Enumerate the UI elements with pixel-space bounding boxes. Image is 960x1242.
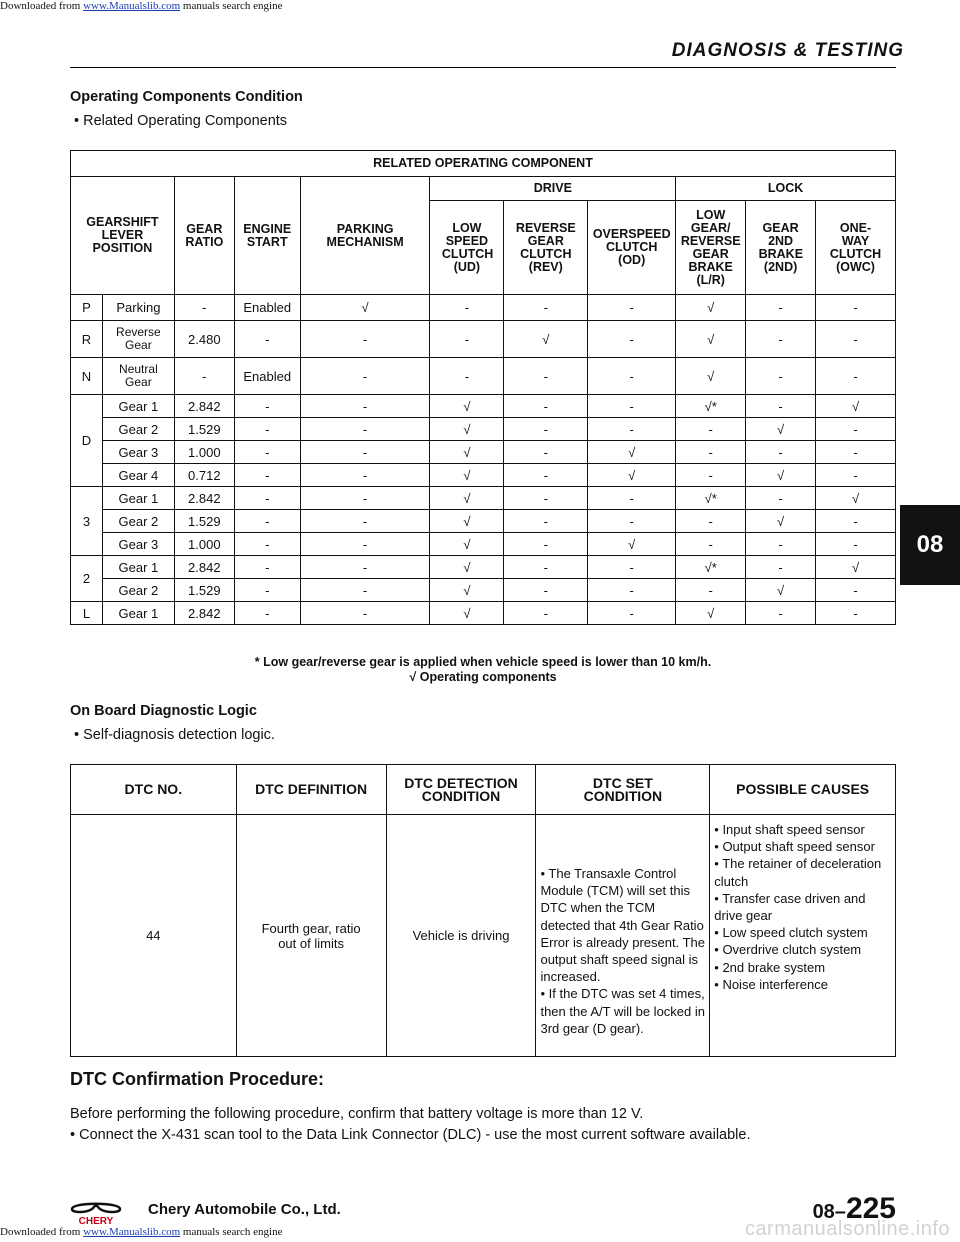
bullet-text: Self-diagnosis detection logic. bbox=[83, 727, 275, 743]
list-item: • The Transaxle Control Module (TCM) will set this DTC when the TCM detected that 4th Gear Ratio Error is already present. The output shaft speed signal is increased. bbox=[540, 866, 705, 985]
bullet-related-components bbox=[74, 113, 287, 129]
th-lock: LOCK bbox=[676, 177, 896, 201]
bullet-icon: • bbox=[714, 890, 723, 906]
dtc-confirmation-heading: DTC Confirmation Procedure: bbox=[70, 1069, 325, 1089]
table-row: Gear 2 1.529 - - √ - - - √ - bbox=[71, 418, 896, 441]
bullet-icon: • bbox=[540, 986, 549, 1002]
th-gear-ratio: GEAR RATIO bbox=[174, 177, 234, 295]
bullet-icon: • bbox=[74, 727, 80, 743]
th-lr: LOW GEAR/ REVERSE GEAR BRAKE (L/R) bbox=[676, 201, 746, 295]
chery-logo-text: CHERY bbox=[78, 1216, 114, 1226]
th-dtc-definition: DTC DEFINITION bbox=[236, 765, 386, 815]
list-item: • If the DTC was set 4 times, then the A/T will be locked in 3rd gear (D gear). bbox=[540, 986, 705, 1036]
list-item: • Noise interference bbox=[714, 976, 828, 992]
th-drive: DRIVE bbox=[430, 177, 676, 201]
manualslib-link[interactable]: www.Manualslib.com bbox=[83, 0, 181, 12]
table-row: 2 Gear 1 2.842 - - √ - - √* - √ bbox=[71, 556, 896, 579]
list-item: • Transfer case driven and drive gear bbox=[714, 890, 866, 924]
th-2nd-brake: GEAR 2ND BRAKE (2ND) bbox=[746, 201, 816, 295]
bullet-icon: • bbox=[714, 856, 723, 872]
list-item: • Low speed clutch system bbox=[714, 925, 868, 941]
list-item: • Input shaft speed sensor bbox=[714, 822, 865, 837]
th-engine-start: ENGINE START bbox=[234, 177, 300, 295]
list-item: • The retainer of deceleration clutch bbox=[714, 856, 882, 889]
bullet-icon: • bbox=[540, 866, 549, 881]
table-row: L Gear 1 2.842 - - √ - - √ - - bbox=[71, 602, 896, 625]
dtc-number: 44 bbox=[71, 815, 237, 1057]
bullet-icon: • bbox=[714, 942, 723, 958]
table-row: R Reverse Gear 2.480 - - - √ - √ - - bbox=[71, 321, 896, 358]
bullet-icon: • bbox=[74, 113, 80, 129]
list-item: • Overdrive clutch system bbox=[714, 942, 862, 958]
dtc-definition: Fourth gear, ratio out of limits bbox=[236, 815, 386, 1057]
chapter-tab: 08 bbox=[900, 505, 960, 585]
th-dtc-set: DTC SET CONDITION bbox=[536, 765, 710, 815]
watermark: carmanualsonline.info bbox=[744, 1218, 950, 1240]
table1-footnote-legend: √ Operating components bbox=[409, 670, 557, 684]
list-item: • 2nd brake system bbox=[714, 959, 826, 975]
dtc-set-condition bbox=[536, 815, 710, 1057]
section-title-obd-logic: On Board Diagnostic Logic bbox=[70, 703, 257, 719]
table-row: Gear 2 1.529 - - √ - - - √ - bbox=[71, 579, 896, 602]
list-item: • Output shaft speed sensor bbox=[714, 839, 875, 855]
banner-suffix: manuals search engine bbox=[180, 0, 283, 12]
table1-title: RELATED OPERATING COMPONENT bbox=[71, 151, 896, 177]
th-ud: LOW SPEED CLUTCH (UD) bbox=[430, 201, 504, 295]
section-title-operating-components: Operating Components Condition bbox=[70, 89, 303, 105]
download-banner bbox=[0, 0, 960, 12]
bullet-self-diagnosis bbox=[74, 727, 275, 743]
th-dtc-no: DTC NO. bbox=[71, 765, 237, 815]
dtc-possible-causes bbox=[710, 815, 896, 1057]
chery-logo-icon bbox=[66, 1198, 126, 1226]
download-banner-bottom: Downloaded from www.Manualslib.com manuals search engine bbox=[0, 1226, 283, 1238]
table-row: N Neutral Gear - Enabled - - - - √ - - bbox=[71, 358, 896, 395]
th-rev: REVERSE GEAR CLUTCH (REV) bbox=[504, 201, 588, 295]
dtc-detection: Vehicle is driving bbox=[386, 815, 536, 1057]
dtc-confirmation-bullet bbox=[70, 1127, 750, 1143]
table1-footnote-low-gear: * Low gear/reverse gear is applied when vehicle speed is lower than 10 km/h. bbox=[254, 655, 712, 669]
operating-component-table bbox=[70, 150, 896, 625]
table-row: Gear 2 1.529 - - √ - - - √ - bbox=[71, 510, 896, 533]
bullet-text: Connect the X-431 scan tool to the Data Link Connector (DLC) - use the most current software available. bbox=[79, 1127, 751, 1143]
header-divider bbox=[70, 67, 896, 68]
bullet-icon: • bbox=[714, 959, 723, 975]
th-dtc-detection: DTC DETECTION CONDITION bbox=[386, 765, 536, 815]
bullet-icon: • bbox=[70, 1127, 76, 1143]
bullet-text: Related Operating Components bbox=[83, 113, 288, 129]
dtc-table bbox=[70, 764, 896, 1057]
th-owc: ONE- WAY CLUTCH (OWC) bbox=[816, 201, 896, 295]
table-row: Gear 3 1.000 - - √ - √ - - - bbox=[71, 441, 896, 464]
page-header-title: DIAGNOSIS & TESTING bbox=[671, 40, 904, 61]
dtc-confirmation-paragraph: Before performing the following procedure, confirm that battery voltage is more than 12 V. bbox=[70, 1106, 644, 1122]
page-number: 08–225 bbox=[812, 1192, 896, 1225]
table-row: P Parking - Enabled √ - - - √ - - bbox=[71, 295, 896, 321]
bullet-icon: • bbox=[714, 839, 723, 855]
th-od: OVERSPEED CLUTCH (OD) bbox=[588, 201, 676, 295]
table-row: 3 Gear 1 2.842 - - √ - - √* - √ bbox=[71, 487, 896, 510]
banner-prefix: Downloaded from bbox=[0, 0, 84, 12]
bullet-icon: • bbox=[714, 822, 723, 837]
table-row: Gear 4 0.712 - - √ - √ - √ - bbox=[71, 464, 896, 487]
table-row bbox=[71, 815, 896, 1057]
table-row: Gear 3 1.000 - - √ - √ - - - bbox=[71, 533, 896, 556]
footer-company: Chery Automobile Co., Ltd. bbox=[148, 1201, 341, 1218]
th-gearshift: GEARSHIFT LEVER POSITION bbox=[71, 177, 175, 295]
table-row: D Gear 1 2.842 - - √ - - √* - √ bbox=[71, 395, 896, 418]
bullet-icon: • bbox=[714, 976, 723, 992]
bullet-icon: • bbox=[714, 925, 723, 941]
th-parking: PARKING MECHANISM bbox=[300, 177, 430, 295]
th-possible-causes: POSSIBLE CAUSES bbox=[710, 765, 896, 815]
manualslib-link-bottom[interactable]: www.Manualslib.com bbox=[83, 1226, 181, 1238]
